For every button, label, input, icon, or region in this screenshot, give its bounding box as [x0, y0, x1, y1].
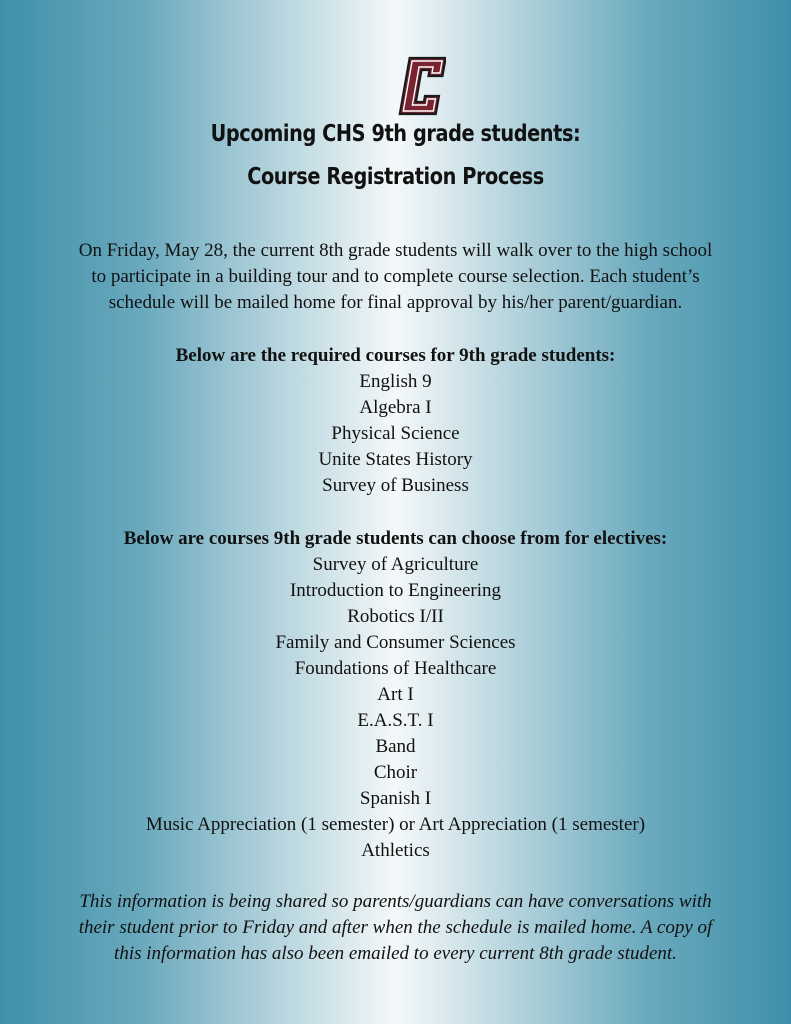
list-item: Family and Consumer Sciences	[275, 632, 516, 653]
intro-paragraph	[30, 238, 761, 316]
list-item: Athletics	[361, 840, 430, 861]
page-title-line-2: Course Registration Process	[247, 164, 544, 190]
list-item: Robotics I/II	[347, 606, 444, 627]
list-item: Unite States History	[318, 449, 473, 470]
note-line: this information has also been emailed to every current 8th grade student.	[114, 943, 677, 964]
list-item: Survey of Business	[322, 475, 469, 496]
list-item: Algebra I	[359, 397, 432, 418]
school-letter-c-logo-icon	[396, 56, 446, 116]
required-courses-heading: Below are the required courses for 9th grade students:	[175, 345, 616, 366]
page-title-line-1: Upcoming CHS 9th grade students:	[210, 121, 581, 147]
list-item: Band	[375, 736, 416, 757]
elective-courses-list	[0, 552, 791, 864]
list-item: Foundations of Healthcare	[294, 658, 497, 679]
closing-note	[20, 889, 771, 967]
list-item: Introduction to Engineering	[289, 580, 502, 601]
list-item: E.A.S.T. I	[357, 710, 434, 731]
list-item: Physical Science	[331, 423, 460, 444]
list-item: Survey of Agriculture	[312, 554, 479, 575]
list-item: Spanish I	[359, 788, 432, 809]
intro-line: On Friday, May 28, the current 8th grade students will walk over to the high school	[78, 240, 713, 261]
intro-line: to participate in a building tour and to complete course selection. Each student’s	[91, 266, 700, 287]
list-item: Choir	[373, 762, 418, 783]
note-line: their student prior to Friday and after when the schedule is mailed home. A copy of	[78, 917, 713, 938]
required-courses-list	[0, 369, 791, 499]
list-item: Music Appreciation (1 semester) or Art Appreciation (1 semester)	[145, 814, 646, 835]
list-item: English 9	[359, 371, 432, 392]
elective-courses-heading: Below are courses 9th grade students can choose from for electives:	[123, 528, 668, 549]
list-item: Art I	[377, 684, 414, 705]
note-line: This information is being shared so parents/guardians can have conversations with	[79, 891, 712, 912]
intro-line: schedule will be mailed home for final approval by his/her parent/guardian.	[108, 292, 683, 313]
